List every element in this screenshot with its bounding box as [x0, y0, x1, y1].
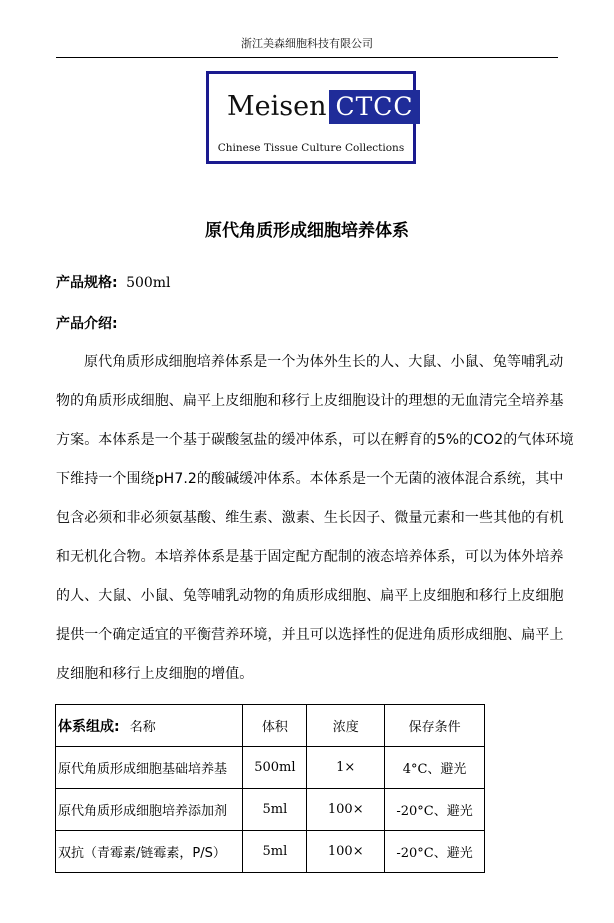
cell-concentration: 100×: [307, 789, 385, 831]
cell-volume: 500ml: [243, 747, 307, 789]
table-row: [56, 747, 485, 789]
intro-label: 产品介绍:: [56, 316, 118, 332]
header-volume: 体积: [243, 705, 307, 747]
cell-storage: 4°C、避光: [385, 747, 485, 789]
header-concentration: 浓度: [307, 705, 385, 747]
logo-name-main: Meisen: [227, 91, 327, 122]
spec-label: 产品规格:: [56, 275, 118, 291]
product-spec: [56, 272, 171, 292]
cell-storage: -20°C、避光: [385, 789, 485, 831]
company-name: 浙江美森细胞科技有限公司: [241, 37, 373, 50]
header-name: 名称: [129, 719, 156, 735]
cell-volume: 5ml: [243, 831, 307, 873]
table-header-row: [56, 705, 485, 747]
header-storage: 保存条件: [385, 705, 485, 747]
cell-concentration: 100×: [307, 831, 385, 873]
intro-paragraph: 原代角质形成细胞培养体系是一个为体外生长的人、大鼠、小鼠、兔等哺乳动物的角质形成细胞、扁平上皮细胞和移行上皮细胞设计的理想的无血清完全培养基方案。本体系是一个基于碳酸氢盐的缓冲体系，可以在孵育的5%的CO2的气体环境下维持一个围绕pH7.2的酸碱缓冲体系。本体系是一个无菌的液体混合系统，其中包含必须和非必须氨基酸、维生素、激素、生长因子、微量元素和一些其他的有机和无机化合物。本培养体系是基于固定配方配制的液态培养体系，可以为体外培养的人、大鼠、小鼠、兔等哺乳动物的角质形成细胞、扁平上皮细胞和移行上皮细胞提供一个确定适宜的平衡营养环境，并且可以选择性的促进角质形成细胞、扁平上皮细胞和移行上皮细胞的增值。: [56, 354, 574, 682]
table-row: [56, 789, 485, 831]
cell-concentration: 1×: [307, 747, 385, 789]
page-header: [56, 35, 558, 58]
logo-subtitle: Chinese Tissue Culture Collections: [217, 142, 405, 154]
logo-name-accent: CTCC: [329, 90, 419, 124]
logo-wordmark: [227, 90, 420, 124]
spec-value: 500ml: [126, 275, 171, 291]
cell-volume: 5ml: [243, 789, 307, 831]
cell-component: 原代角质形成细胞基础培养基: [56, 747, 243, 789]
header-cell-name: [56, 705, 243, 747]
cell-storage: -20°C、避光: [385, 831, 485, 873]
group-label: 体系组成:: [58, 718, 120, 735]
document-title: 原代角质形成细胞培养体系: [205, 221, 409, 241]
company-logo: [206, 71, 416, 164]
cell-component: 原代角质形成细胞培养添加剂: [56, 789, 243, 831]
cell-component: 双抗（青霉素/链霉素，P/S）: [56, 831, 243, 873]
composition-table: [55, 704, 485, 873]
table-row: [56, 831, 485, 873]
